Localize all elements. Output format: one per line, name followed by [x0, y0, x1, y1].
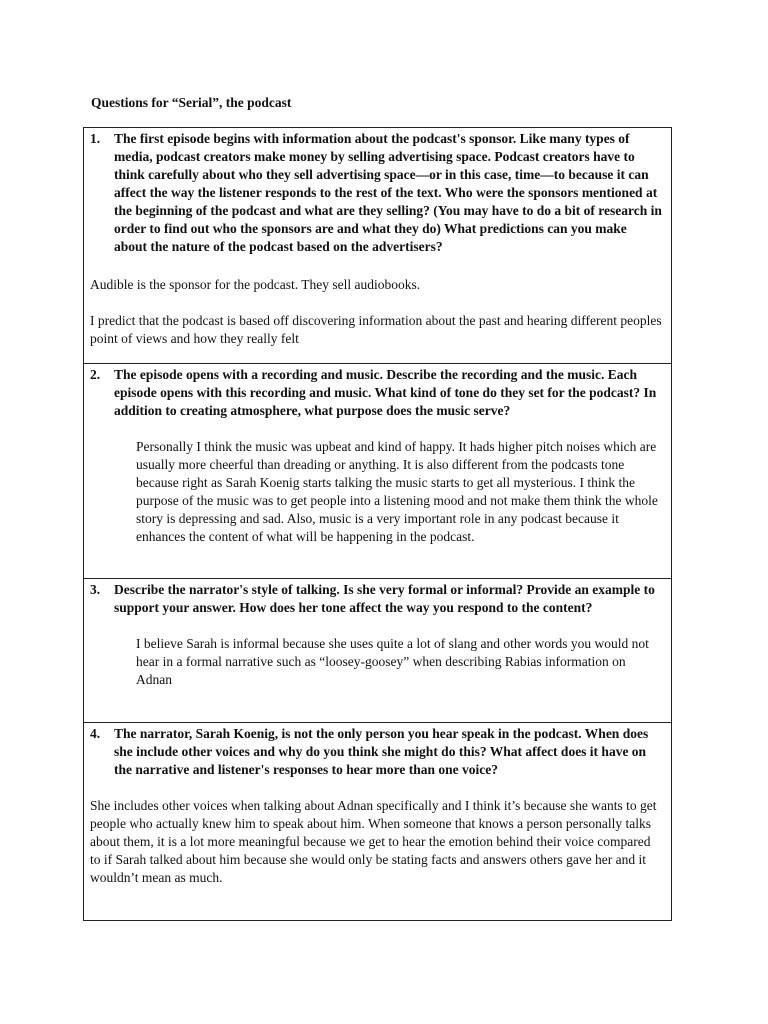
- question-text-2: The episode opens with a recording and music. Describe the recording and the music. Each episode opens with this recording and music. What kind of tone do they set for the podcast? In addition to creating atmosphere, what purpose does the music serve?: [114, 367, 657, 418]
- answer-1-paragraph-1: Audible is the sponsor for the podcast. They sell audiobooks.: [90, 277, 421, 292]
- question-cell-4: [84, 722, 671, 920]
- question-2: [90, 366, 663, 420]
- question-cell-2: [84, 363, 671, 578]
- questions-table: [83, 127, 672, 921]
- question-text-1: The first episode begins with information about the podcast's sponsor. Like many types of media, podcast creators make money by selling advertising space. Podcast creators have to think carefully about who they sell advertising space—or in this case, time—to because it can affect the way the listener responds to the rest of the text. Who were the sponsors mentioned at the beginning of the podcast and what are they selling? (You may have to do a bit of research in order to find out who the sponsors are and what they do) What predictions can you make about the nature of the podcast based on the advertisers?: [114, 131, 662, 254]
- question-number-3: 3.: [90, 582, 101, 597]
- answer-2-paragraph-1: Personally I think the music was upbeat and kind of happy. It hads higher pitch noises which are usually more cheerful than dreading or anything. It is also different from the podcasts tone because right as Sarah Koenig starts talking the music starts to get all mysterious. I think the purpose of the music was to get people into a listening mood and not make them think the whole story is depressing and sad. Also, music is a very important role in any podcast because it enhances the content of what will be happening in the podcast.: [136, 439, 658, 544]
- answer-3-paragraph-1: I believe Sarah is informal because she uses quite a lot of slang and other words you would not hear in a formal narrative such as “loosey-goosey” when describing Rabias information on Adnan: [136, 636, 649, 687]
- answer-4-paragraph-1: She includes other voices when talking about Adnan specifically and I think it’s because she wants to get people who actually knew him to speak about him. When someone that knows a person personally talks about them, it is a lot more meaningful because we get to hear the emotion behind their voice compared to if Sarah talked about him because she would only be stating facts and answers others gave her and it wouldn’t mean as much.: [90, 798, 657, 885]
- question-text-3: Describe the narrator's style of talking. Is she very formal or informal? Provide an example to support your answer. How does her tone affect the way you respond to the content?: [114, 582, 655, 615]
- question-cell-1: [84, 128, 671, 363]
- question-number-4: 4.: [90, 726, 101, 741]
- answer-1-paragraph-2: I predict that the podcast is based off discovering information about the past and hearing different peoples point of views and how they really felt: [90, 313, 662, 346]
- question-cell-3: [84, 578, 671, 722]
- question-number-1: 1.: [90, 131, 101, 146]
- question-text-4: The narrator, Sarah Koenig, is not the only person you hear speak in the podcast. When does she include other voices and why do you think she might do this? What affect does it have on the narrative and listener's responses to hear more than one voice?: [114, 726, 649, 777]
- question-1: [90, 130, 663, 256]
- question-number-2: 2.: [90, 367, 101, 382]
- question-3: [90, 581, 663, 617]
- page-title: Questions for “Serial”, the podcast: [91, 95, 292, 110]
- question-4: [90, 725, 663, 779]
